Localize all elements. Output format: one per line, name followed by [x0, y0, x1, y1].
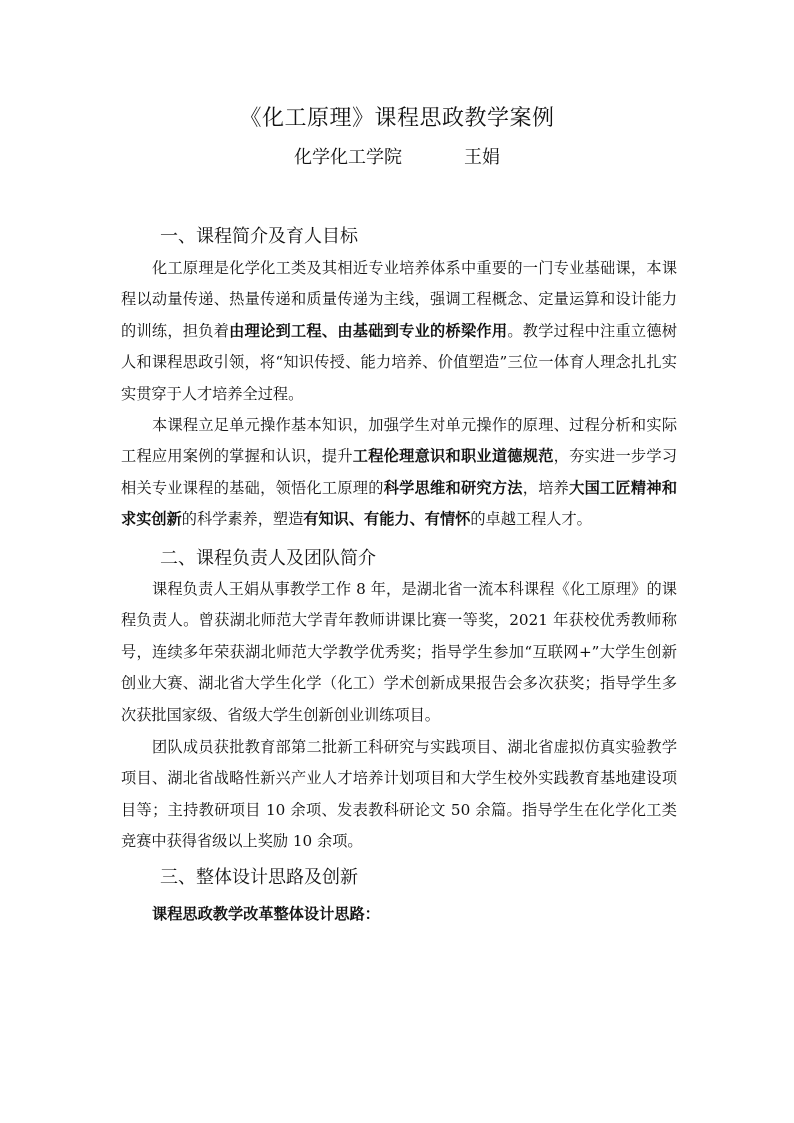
section-2-paragraph-1: 课程负责人王娟从事教学工作 8 年，是湖北省一流本科课程《化工原理》的课程负责人。曾获湖北师范大学青年教师讲课比赛一等奖，2021 年获校优秀教师称号，连续多年荣获湖北师范大学教学优秀奖；指导学生参加“互联网+”大学生创新创业大赛、湖北省大学生化学（化工）学术创新成果报告会多次获奖；指导学生多次获批国家级、省级大学生创新创业训练项目。	[121, 580, 677, 724]
emphasis-text: 科学思维和研究方法	[383, 478, 523, 497]
paragraph-text: 的卓越工程人才。	[470, 510, 592, 529]
paragraph-text: ，培养	[522, 478, 570, 497]
college-name: 化学化工学院	[294, 147, 402, 168]
byline	[0, 143, 794, 173]
paragraph-text: 的科学素养，塑造	[181, 510, 304, 529]
section-1-paragraph-2	[121, 410, 677, 536]
paragraph-text: 化工原理是化学化工类及其相近专业培养体系中重要的一门专业基础课，本课程以动量传递、热量传递和质量传递为主线，强调工程概念、定量运算和设计能力的训练，担负着	[121, 259, 677, 340]
emphasis-text: 由理论到工程、由基础到专业的桥梁作用	[229, 321, 508, 340]
author-name: 王娟	[464, 147, 500, 168]
section-1-heading: 一、课程简介及育人目标	[160, 226, 358, 247]
section-3-subheading: 课程思政教学改革整体设计思路：	[152, 905, 380, 923]
section-2-heading: 二、课程负责人及团队简介	[160, 548, 376, 569]
paragraph-text: ，夯实进一步学习相关专业课程的基础，领悟化工原理的	[121, 447, 678, 497]
document-title: 《化工原理》课程思政教学案例	[239, 106, 555, 131]
section-1-paragraph-1	[121, 253, 677, 410]
emphasis-text: 工程伦理意识和职业道德规范	[352, 447, 554, 466]
emphasis-text: 有知识、有能力、有情怀	[303, 510, 471, 529]
paragraph-text: 本课程立足单元操作基本知识，加强学生对单元操作的原理、过程分析和实际工程应用案例的掌握和认识，提升	[121, 416, 677, 466]
paragraph-text: 。教学过程中注重立德树人和课程思政引领，将“知识传授、能力培养、价值塑造”三位一体育人理念扎扎实实贯穿于人才培养全过程。	[121, 321, 678, 403]
section-2-paragraph-2: 团队成员获批教育部第二批新工科研究与实践项目、湖北省虚拟仿真实验教学项目、湖北省战略性新兴产业人才培养计划项目和大学生校外实践教育基地建设项目等；主持教研项目 10 余项、发表教科研论文 50 余篇。指导学生在化学化工类竞赛中获得省级以上奖励 10 余项。	[121, 738, 677, 851]
emphasis-text: 大国工匠精神和求实创新	[121, 478, 678, 529]
section-3-heading: 三、整体设计思路及创新	[160, 867, 358, 888]
